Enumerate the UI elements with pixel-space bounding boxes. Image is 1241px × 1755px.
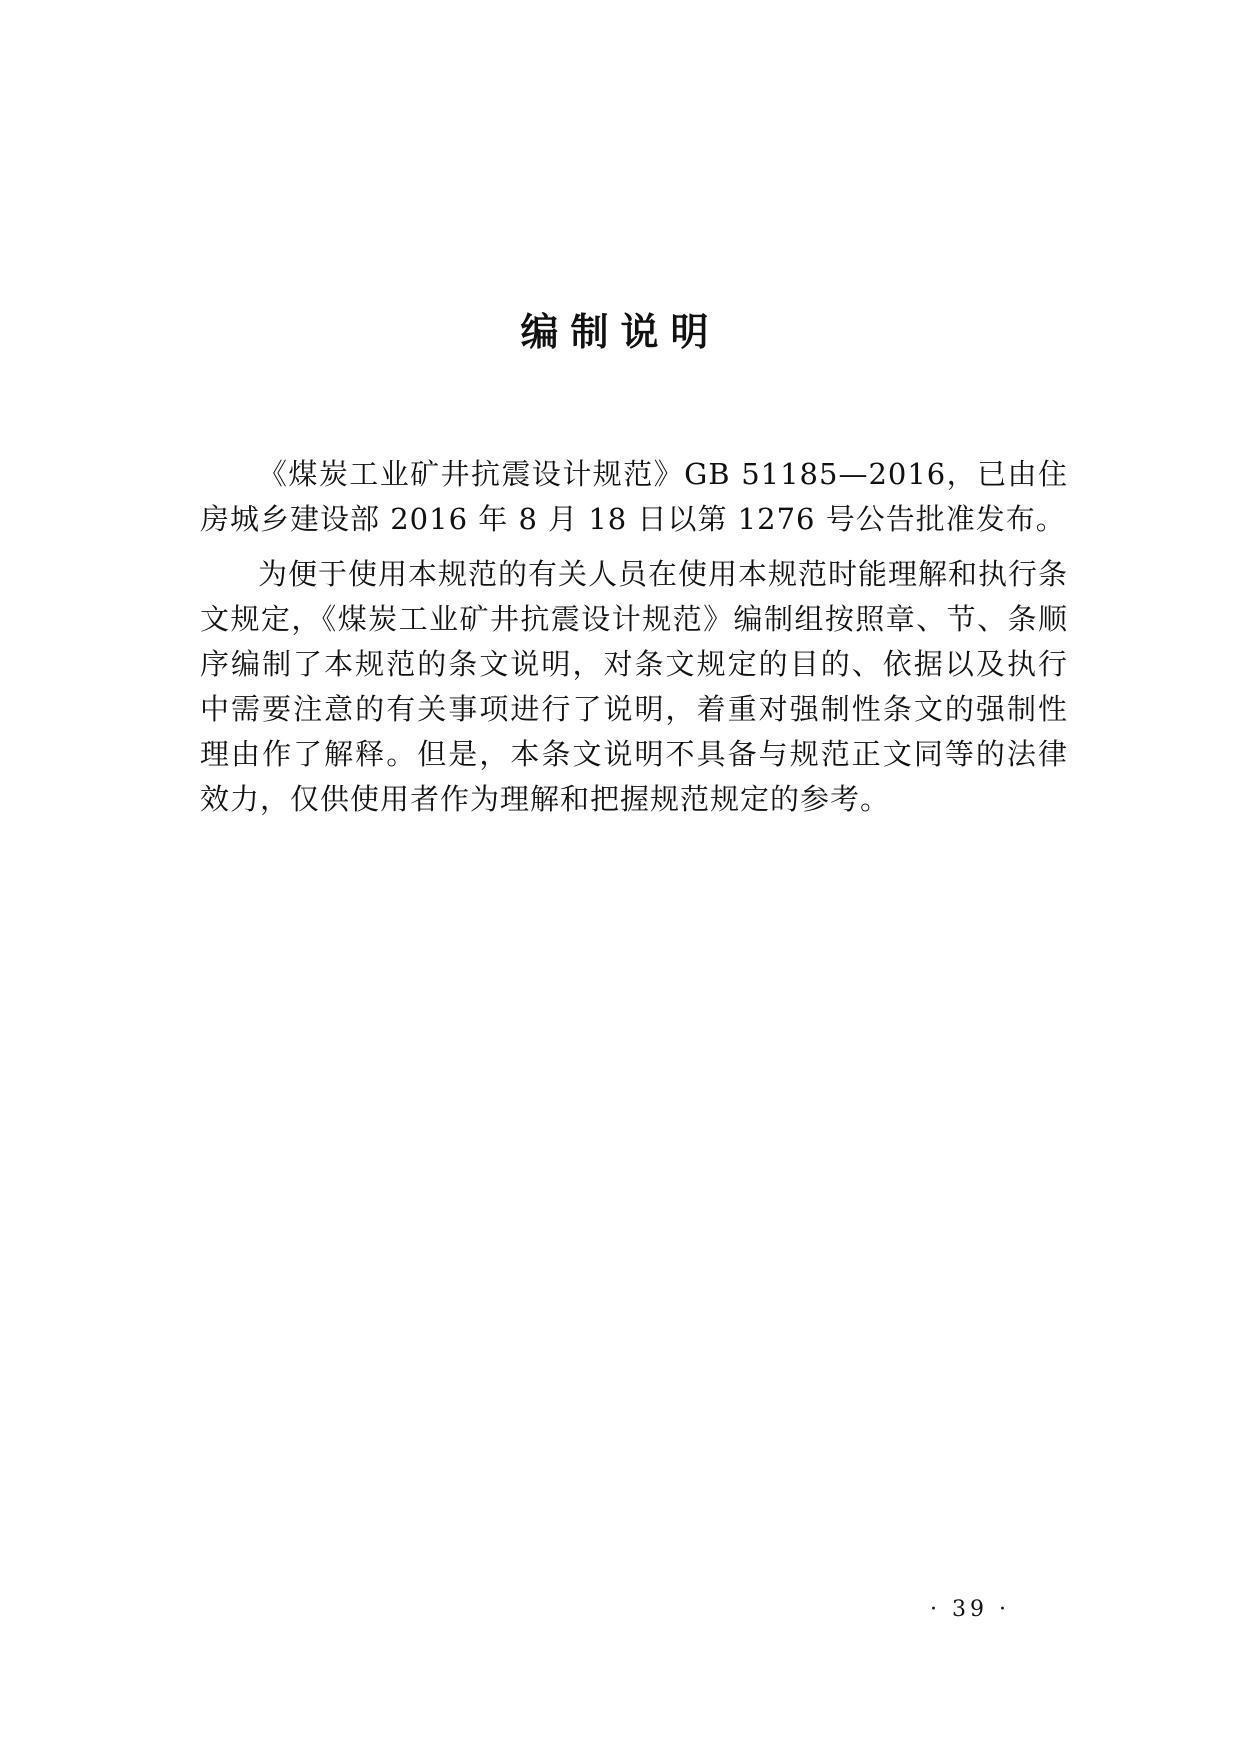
paragraph-purpose: 为便于使用本规范的有关人员在使用本规范时能理解和执行条文规定，《煤炭工业矿井抗震设计规范》编制组按照章、节、条顺序编制了本规范的条文说明，对条文规定的目的、依据以及执行中需要注意的有关事项进行了说明，着重对强制性条文的强制性理由作了解释。但是，本条文说明不具备与规范正文同等的法律效力，仅供使用者作为理解和把握规范规定的参考。: [200, 557, 1069, 816]
paragraph-approval: 《煤炭工业矿井抗震设计规范》GB 51185—2016，已由住房城乡建设部 2016 年 8 月 18 日以第 1276 号公告批准发布。: [200, 457, 1068, 536]
page-title: 编制说明: [520, 310, 721, 354]
page-number: · 39 ·: [930, 1597, 1010, 1622]
body-text: [200, 452, 1068, 822]
